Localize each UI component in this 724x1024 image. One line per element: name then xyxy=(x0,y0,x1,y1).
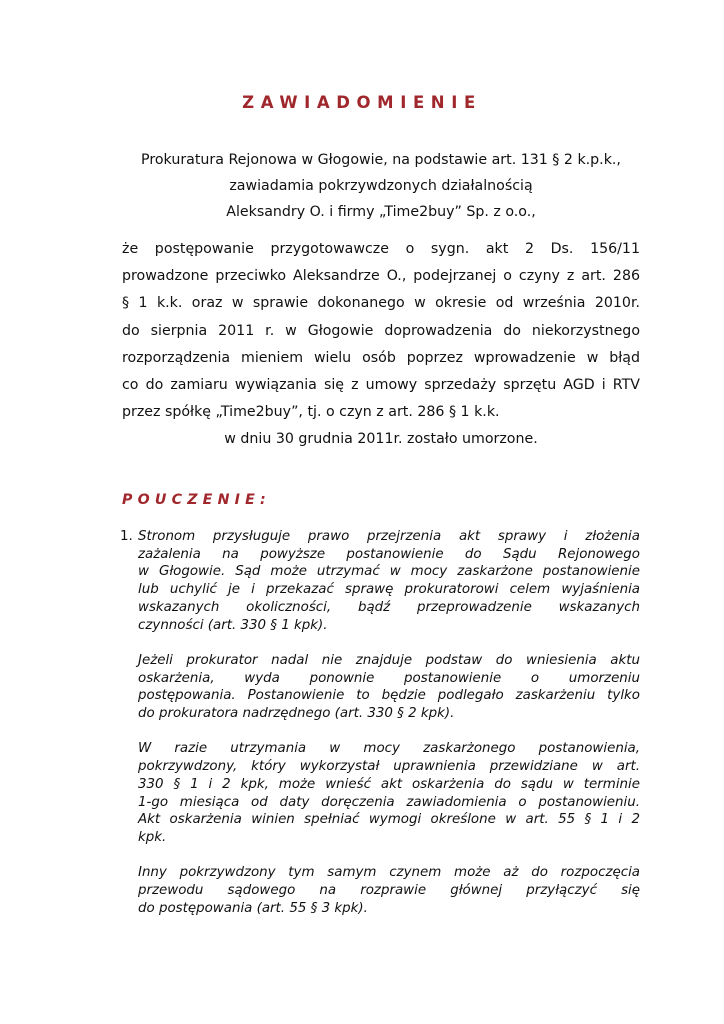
instruction-line: lub uchylić je i przekazać sprawę prokuratorowi celem wyjaśnienia xyxy=(138,582,640,598)
instruction-line: 1-go miesiąca od daty doręczenia zawiadomienia o postanowieniu. xyxy=(138,794,640,810)
instruction-line: wskazanych okoliczności, bądź przeprowadzenie wskazanych xyxy=(138,599,640,615)
instruction-line: oskarżenia, wyda ponownie postanowienie o umorzeniu xyxy=(138,670,640,686)
document-title: ZAWIADOMIENIE xyxy=(242,93,482,112)
instruction-line: 330 § 1 i 2 kpk, może wnieść akt oskarżenia do sądu w terminie xyxy=(138,776,640,792)
instruction-paragraph-join xyxy=(138,864,640,917)
closing-line: w dniu 30 grudnia 2011r. zostało umorzone. xyxy=(224,431,538,447)
instruction-line: postępowania. Postanowienie to będzie podlegało zaskarżeniu tylko xyxy=(138,688,640,704)
main-paragraph-line: co do zamiaru wywiązania się z umowy sprzedaży sprzętu AGD i RTV xyxy=(122,377,640,394)
instruction-line: zażalenia na powyższe postanowienie do Sądu Rejonowego xyxy=(138,546,640,562)
instruction-line: Inny pokrzywdzony tym samym czynem może aż do rozpoczęcia xyxy=(138,865,640,881)
header-line-notify: zawiadamia pokrzywdzonych działalnością xyxy=(229,178,533,194)
main-paragraph-line: rozporządzenia mieniem wielu osób poprzez wprowadzenie w błąd xyxy=(122,349,640,366)
instruction-line: Akt oskarżenia winien spełniać wymogi określone w art. 55 § 1 i 2 xyxy=(138,812,640,828)
instruction-line: do prokuratora nadrzędnego (art. 330 § 2 kpk). xyxy=(138,706,455,722)
instruction-line: pokrzywdzony, który wykorzystał uprawnienia przewidziane w art. xyxy=(138,759,640,775)
main-paragraph-line: przez spółkę „Time2buy”, tj. o czyn z art. 286 § 1 k.k. xyxy=(122,404,500,421)
instruction-line: w Głogowie. Sąd może utrzymać w mocy zaskarżone postanowienie xyxy=(138,564,640,580)
main-paragraph-line: że postępowanie przygotowawcze o sygn. akt 2 Ds. 156/11 xyxy=(122,241,640,257)
header-line-prosecutor: Prokuratura Rejonowa w Głogowie, na podstawie art. 131 § 2 k.p.k., xyxy=(141,152,621,168)
main-paragraph-line: do sierpnia 2011 r. w Głogowie doprowadzenia do niekorzystnego xyxy=(122,322,640,339)
header-line-parties: Aleksandry O. i firmy „Time2buy” Sp. z o.o., xyxy=(226,204,536,220)
instruction-line: Jeżeli prokurator nadal nie znajduje podstaw do wniesienia aktu xyxy=(138,652,640,668)
list-number: 1. xyxy=(120,529,133,544)
instruction-paragraph-appeal xyxy=(138,528,640,634)
instruction-list xyxy=(120,528,640,917)
instruction-line: czynności (art. 330 § 1 kpk). xyxy=(138,617,328,633)
instruction-paragraph-indictment xyxy=(138,652,640,723)
instruction-paragraph-private-indictment xyxy=(138,740,640,846)
instruction-line: przewodu sądowego na rozprawie głównej przyłączyć się xyxy=(138,883,640,899)
instruction-line: do postępowania (art. 55 § 3 kpk). xyxy=(138,900,368,916)
instruction-line: W razie utrzymania w mocy zaskarżonego postanowienia, xyxy=(138,741,640,757)
instruction-line: kpk. xyxy=(138,829,167,845)
main-paragraph-line: prowadzone przeciwko Aleksandrze O., podejrzanej o czyny z art. 286 xyxy=(122,268,640,285)
pouczenie-heading: POUCZENIE: xyxy=(122,492,271,508)
instruction-line: Stronom przysługuje prawo przejrzenia akt sprawy i złożenia xyxy=(138,529,640,544)
main-paragraph-line: § 1 k.k. oraz w sprawie dokonanego w okresie od września 2010r. xyxy=(122,295,640,312)
main-paragraph xyxy=(122,236,640,426)
